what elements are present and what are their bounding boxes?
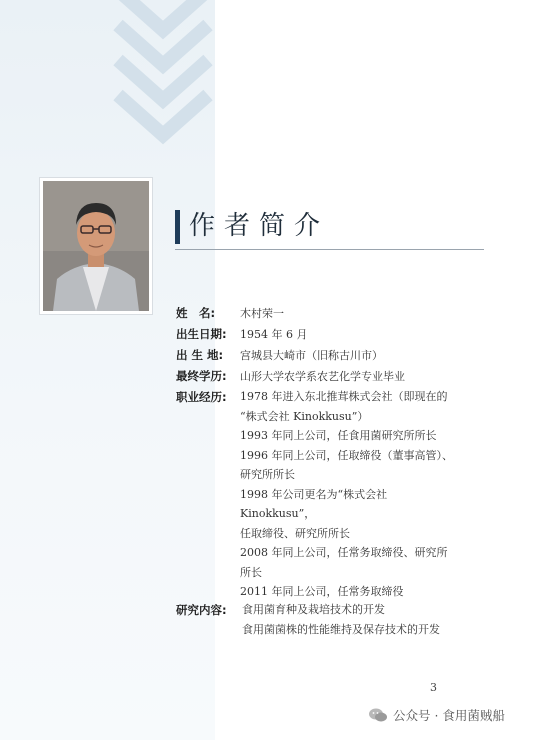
birth-date-value: 1954 年 6 月 xyxy=(240,328,308,341)
career-line: 所长 xyxy=(240,565,262,579)
career-line: 1978 年进入东北推茸株式会社（即现在的 xyxy=(240,390,448,403)
career-line: 研究所所长 xyxy=(240,468,295,481)
career-line: 任取缔役、研究所所长 xyxy=(240,526,350,540)
education-value: 山形大学农学系农艺化学专业毕业 xyxy=(240,370,405,383)
page-number: 3 xyxy=(430,681,437,694)
watermark-text: 公众号 · 食用菌贼船 xyxy=(393,708,505,723)
research-line: 食用菌育种及栽培技术的开发 xyxy=(242,603,385,616)
birthplace-row xyxy=(176,345,476,366)
birthplace-label: 出 生 地: xyxy=(176,348,224,362)
title-accent-bar xyxy=(175,210,180,244)
education-row xyxy=(176,366,476,387)
birth-date-row xyxy=(176,324,476,345)
research-label: 研究内容: xyxy=(176,603,227,617)
career-line: “株式会社 Kinokkusu”） xyxy=(240,409,369,423)
career-line: 1996 年同上公司，任取缔役（董事高管）、 xyxy=(240,448,453,462)
watermark xyxy=(368,706,505,724)
author-photo xyxy=(40,178,152,314)
birth-date-label: 出生日期: xyxy=(176,327,227,341)
name-value: 木村荣一 xyxy=(240,307,284,320)
research-lines xyxy=(242,600,482,640)
birthplace-value: 宫城县大崎市（旧称古川市） xyxy=(240,349,383,362)
career-label: 职业经历: xyxy=(176,390,227,404)
name-row xyxy=(176,303,476,324)
chevron-decoration xyxy=(108,0,228,160)
career-line: 1993 年同上公司，任食用菌研究所所长 xyxy=(240,429,437,442)
career-line: 1998 年公司更名为“株式会社 Kinokkusu”， xyxy=(240,487,388,520)
research-line: 食用菌菌株的性能维持及保存技术的开发 xyxy=(242,623,440,636)
page-title: 作者简介 xyxy=(189,211,330,241)
wechat-icon xyxy=(368,707,388,723)
career-line: 2008 年同上公司，任常务取缔役、研究所 xyxy=(240,546,448,559)
career-history xyxy=(240,387,465,602)
name-label: 姓 名: xyxy=(176,306,216,320)
career-line: 2011 年同上公司，任常务取缔役 xyxy=(240,585,404,598)
education-label: 最终学历: xyxy=(176,369,227,383)
title-divider xyxy=(175,249,484,250)
